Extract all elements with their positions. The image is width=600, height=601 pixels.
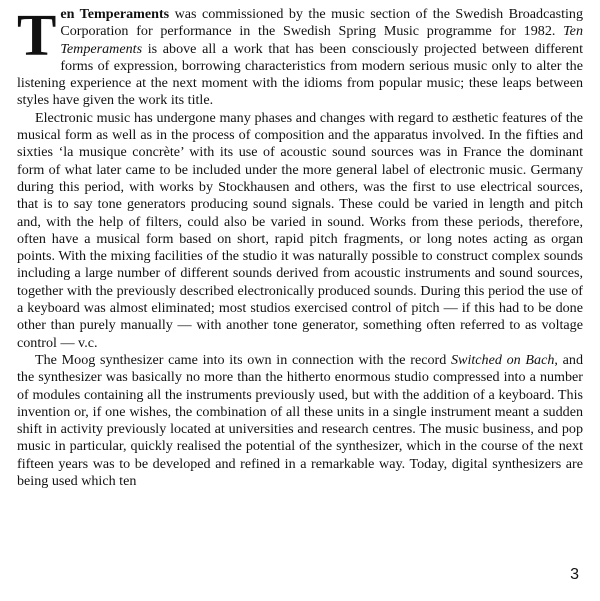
paragraph-electronic-music: Electronic music has undergone many phases and changes with regard to æsthetic features of the musical form as well as in the process of composition and the apparatus involved. In the fifties and sixties ‘la musique concrète’ with its use of acoustic sound sources was in France the dominant form of what later came to be included under the more general label of electronic music. Germany during this period, with works by Stockhausen and others, was the first to use electrical sources, that is to say tone generators producing sound signals. These could be varied in length and pitch and, with the help of filters, could also be varied in sound. Works from these periods, therefore, often have a musical form based on short, rapid pitch fragments, or long notes acting as organ points. With the mixing facilities of the studio it was naturally possible to construct complex sounds including a large number of different sounds derived from acoustic instruments and sound sources, together with the previously described electronically produced sounds. During this period the use of a keyboard was almost eliminated; most studios exercised control of pitch — if this had to be done other than purely manually — with another tone generator, something often referred to as voltage control — v.c. [17,109,583,351]
paragraph-intro [17,2,583,110]
lead-title-bold: en Temperaments [60,6,170,22]
paragraph-moog-text-b: , and the synthesizer was basically no more than the hitherto enormous studio compressed into a number of modules containing all the instruments previously used, but with the addition of a keyboard. This invention or, if one wishes, the combination of all these units in a single instrument meant a sudden shift in activity previously located at universities and research centres. The music business, and pop music in particular, quickly realised the potential of the synthesizer, which in the course of the next fifteen years was to be developed and refined in a remarkable way. Today, digital synthesizers are being used which ten [17,351,583,490]
italic-title-ten-temperaments: Ten Temperaments [60,23,583,57]
paragraph-moog-text-a: The Moog synthesizer came into its own in connection with the record [35,351,451,368]
paragraph-moog-synthesizer [17,352,583,490]
italic-title-switched-on-bach: Switched on Bach [451,351,555,368]
paragraph-intro-text-b: is above all a work that has been consciously projected between different forms of expression, borrowing characteristics from modern serious music only to alter the listening experience at the next moment with the idioms from popular music; these leaps between styles have given the work its title. [17,40,583,109]
page-number: 3 [570,566,579,583]
drop-cap: T [17,2,57,68]
article-body [17,2,583,490]
paragraph-intro-text-a: was commissioned by the music section of the Swedish Broadcasting Corporation for performance in the Swedish Spring Music programme for 1982. [60,6,583,40]
